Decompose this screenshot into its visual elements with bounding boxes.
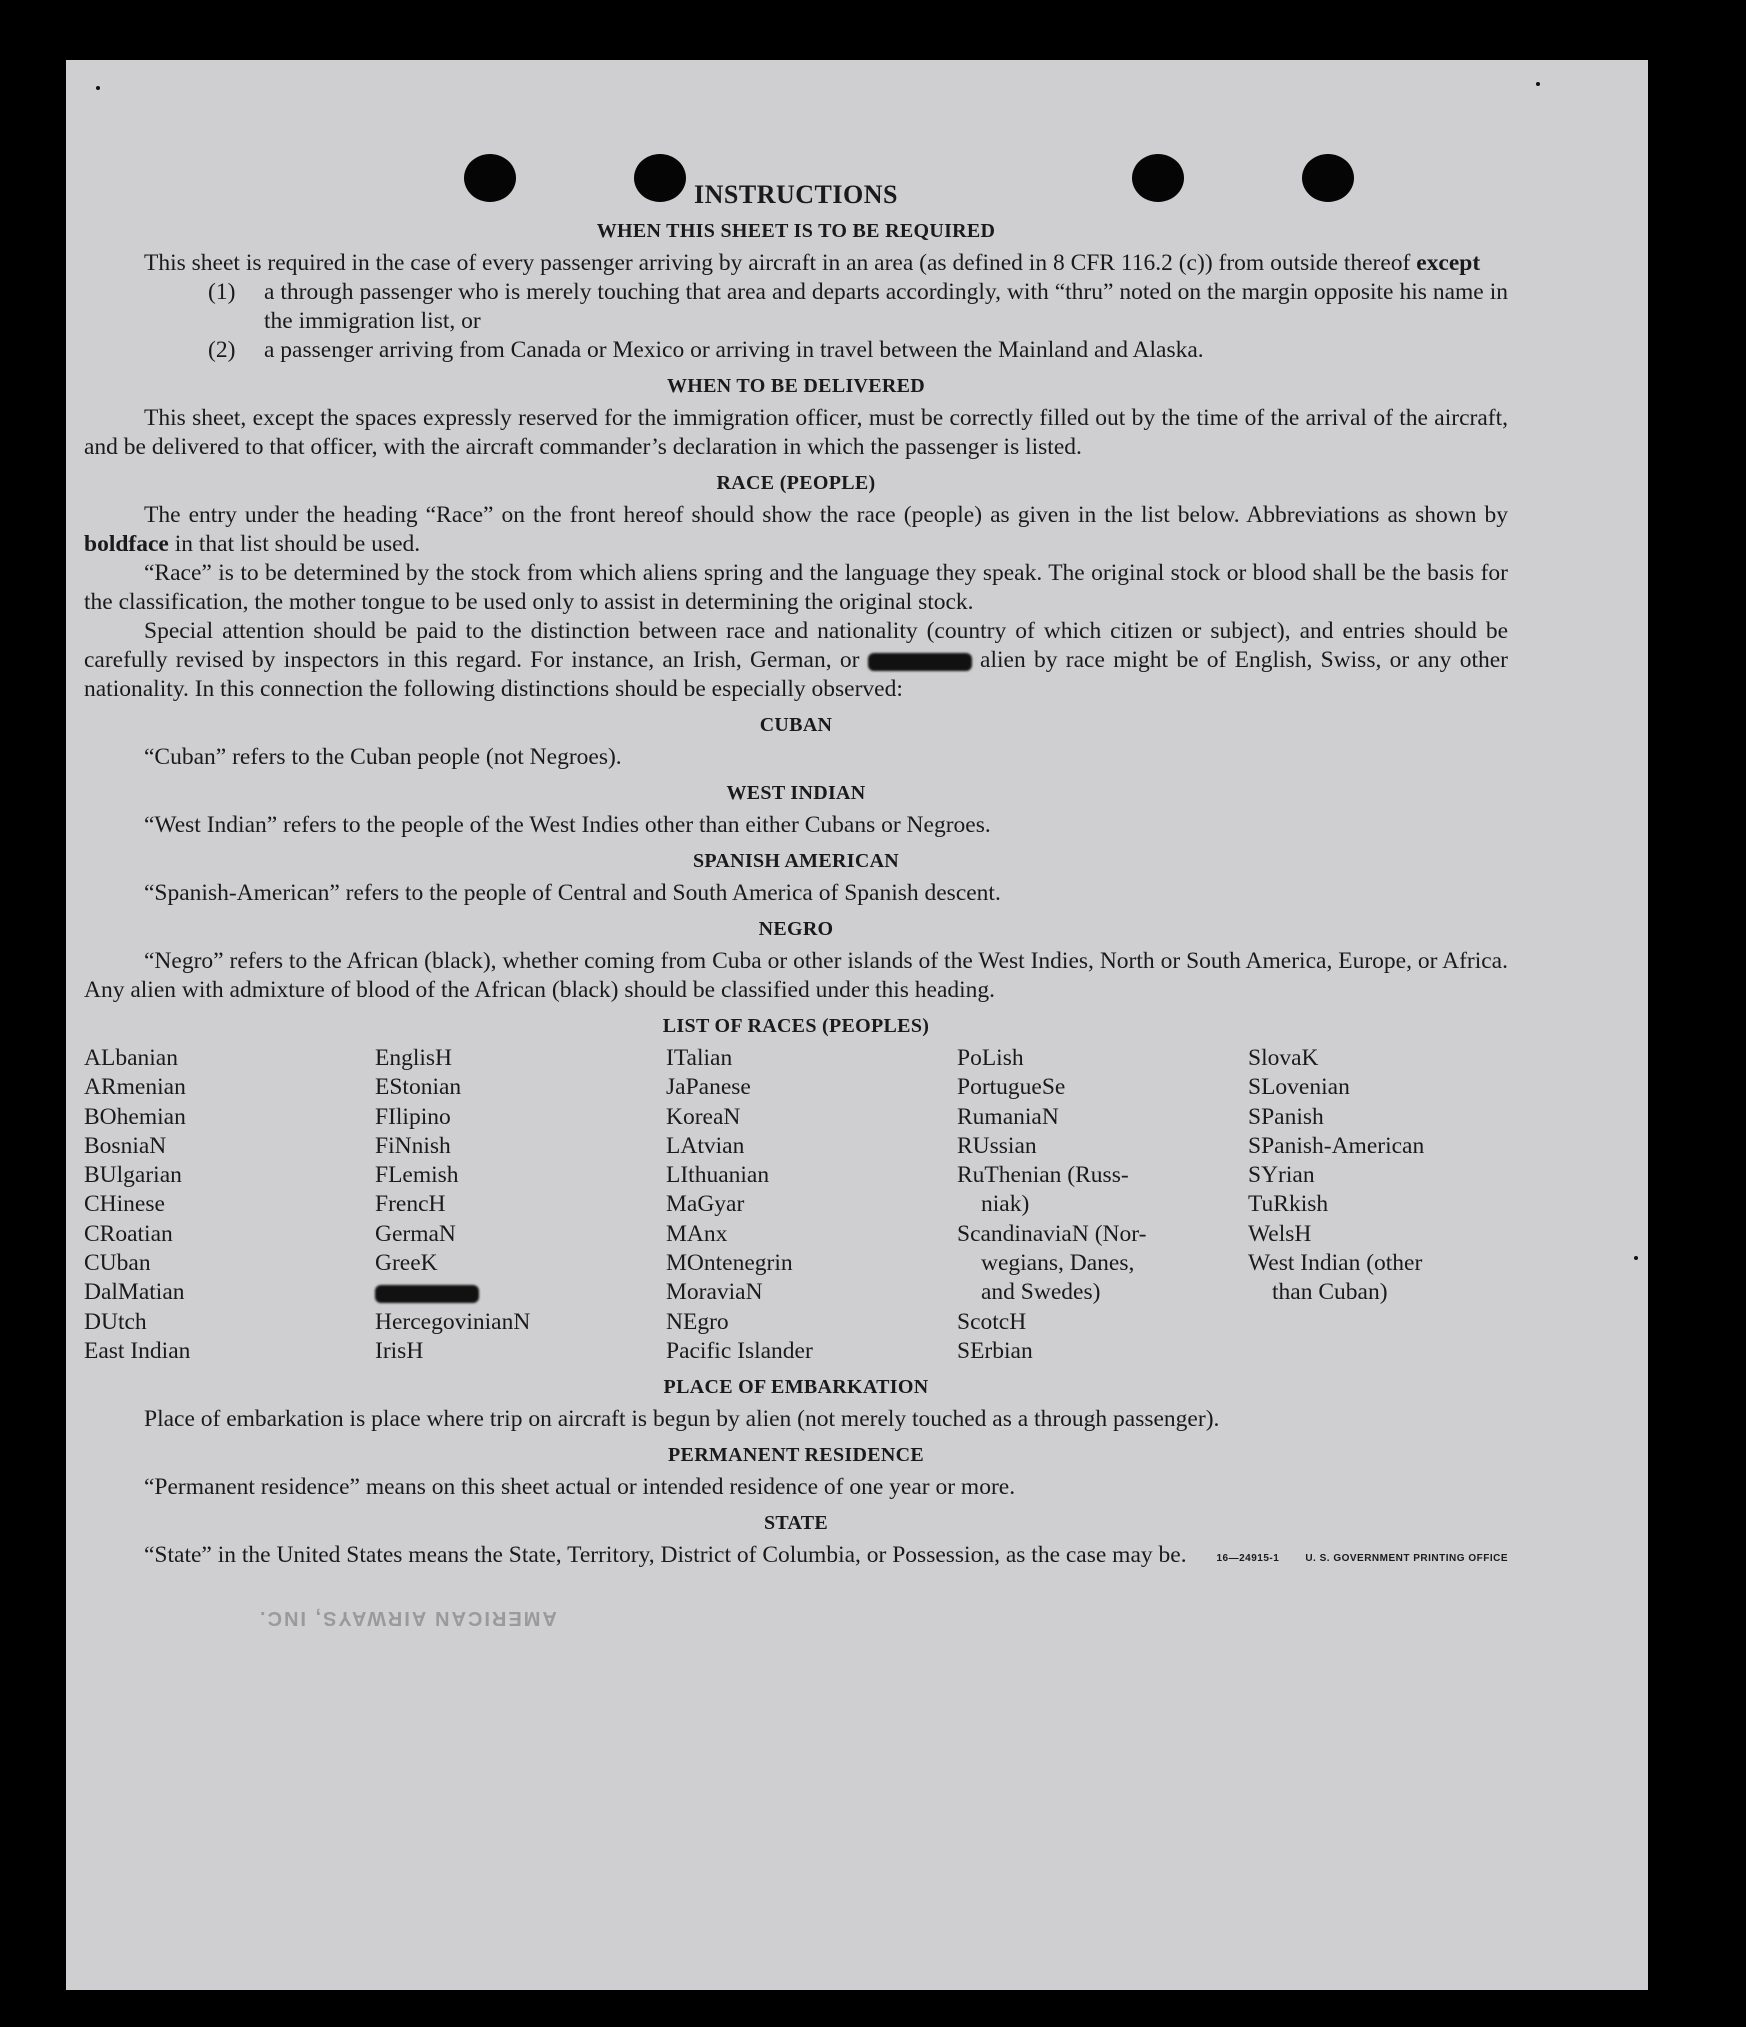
redaction-mark (375, 1285, 479, 1303)
race-text: The entry under the heading “Race” on the front hereof should show the race (people) as given in the list below. Abbreviations as shown by (144, 502, 1508, 528)
race-entry: SPanish (1248, 1103, 1324, 1130)
races-column (375, 1044, 666, 1366)
race-text: alien by race might be of English, Swiss, or any other nationality. In this connection the following distinctions should be especially observed: (84, 647, 1508, 702)
race-entry: PortugueSe (957, 1074, 1066, 1101)
race-entry: EnglisH (375, 1045, 453, 1071)
section-heading-race: RACE (PEOPLE) (716, 472, 876, 494)
race-entry: RUssian (957, 1132, 1037, 1159)
when-required-intro (84, 249, 1508, 278)
race-entry: East Indian (84, 1337, 191, 1364)
cuban-text: “Cuban” refers to the Cuban people (not Negroes). (144, 744, 622, 770)
permanent-residence-text: “Permanent residence” means on this sheet actual or intended residence of one year or more. (144, 1474, 1016, 1501)
item-text: a through passenger who is merely touching that area and departs accordingly, with “thru” noted on the margin opposite his name in the immigration list, or (264, 279, 1508, 334)
race-entry: ScotcH (957, 1308, 1027, 1335)
race-entry: ITalian (666, 1045, 733, 1071)
race-entry: ScandinaviaN (Nor- (957, 1220, 1147, 1247)
race-entry-continued: wegians, Danes, (981, 1250, 1135, 1277)
race-entry-continued: than Cuban) (1272, 1279, 1388, 1306)
race-entry: DalMatian (84, 1279, 185, 1306)
race-entry: KoreaN (666, 1103, 741, 1130)
race-entry: DUtch (84, 1308, 147, 1335)
race-entry: CRoatian (84, 1220, 173, 1247)
instructions-content (84, 180, 1508, 1569)
section-heading-permanent-residence: PERMANENT RESIDENCE (668, 1444, 924, 1467)
footer-printer: U. S. GOVERNMENT PRINTING OFFICE (1305, 1553, 1508, 1565)
intro-text: This sheet is required in the case of every passenger arriving by aircraft in an area (as defined in 8 CFR 116.2 (c)) from outside thereof (144, 250, 1417, 276)
section-heading-negro: NEGRO (758, 918, 834, 940)
section-heading-state: STATE (763, 1512, 829, 1535)
race-entry: RuThenian (Russ- (957, 1162, 1129, 1189)
race-entry: GreeK (375, 1250, 438, 1277)
footer-code: 16—24915-1 (1216, 1553, 1280, 1565)
race-entry: West Indian (other (1248, 1250, 1423, 1277)
race-entry: BosniaN (84, 1132, 167, 1159)
race-entry: PoLish (957, 1045, 1024, 1071)
spanish-american-text: “Spanish-American” refers to the people of Central and South America of Spanish descent. (144, 880, 1001, 906)
race-entry-continued: niak) (981, 1191, 1030, 1218)
negro-text: “Negro” refers to the African (black), whether coming from Cuba or other islands of the West Indies, North or South America, Europe, or Africa. Any alien with admixture of blood of the African (black) should be classified under this heading. (84, 948, 1508, 1003)
item-text: a passenger arriving from Canada or Mexico or arriving in travel between the Mainland and Alaska. (264, 337, 1204, 363)
race-entry: SLovenian (1248, 1074, 1350, 1101)
race-bold: boldface (84, 531, 169, 557)
race-entry: SErbian (957, 1337, 1033, 1364)
race-entry-redacted (375, 1278, 666, 1307)
races-column (1248, 1044, 1508, 1366)
race-text: Special attention should be paid to the distinction between race and nationality (country of which citizen or subject), and entries should be carefully revised by inspectors in this regard. For instance, an Irish, German, or (84, 618, 1508, 673)
section-heading-cuban: CUBAN (759, 714, 833, 736)
section-heading-embarkation: PLACE OF EMBARKATION (663, 1376, 929, 1399)
race-entry: LAtvian (666, 1132, 745, 1159)
race-entry: Pacific Islander (666, 1337, 813, 1364)
race-entry: FrencH (375, 1191, 446, 1218)
speck (96, 86, 100, 90)
race-entry: FIlipino (375, 1103, 451, 1130)
faded-stamp: AMERICAN AIRWAYS, INC. (258, 1607, 557, 1629)
state-text: “State” in the United States means the State, Territory, District of Columbia, or Possession, as the case may be. (144, 1542, 1187, 1569)
item-number: (2) (208, 337, 236, 363)
race-entry: MAnx (666, 1220, 728, 1247)
west-indian-text: “West Indian” refers to the people of the West Indies other than either Cubans or Negroes. (144, 812, 991, 838)
page-title: INSTRUCTIONS (694, 180, 898, 209)
race-text: in that list should be used. (168, 531, 421, 557)
races-list (84, 1044, 1508, 1366)
race-entry: MaGyar (666, 1191, 745, 1218)
races-column (957, 1044, 1248, 1366)
race-entry: LIthuanian (666, 1162, 770, 1189)
race-entry: SlovaK (1248, 1045, 1319, 1071)
race-entry: ARmenian (84, 1074, 186, 1101)
race-entry: MOntenegrin (666, 1250, 793, 1277)
list-of-races-heading: LIST OF RACES (PEOPLES) (662, 1015, 930, 1037)
race-entry: WelsH (1248, 1220, 1312, 1247)
race-paragraph (84, 617, 1508, 704)
race-entry: GermaN (375, 1220, 456, 1247)
section-heading-spanish-american: SPANISH AMERICAN (692, 850, 900, 872)
item-number: (1) (208, 279, 236, 305)
race-entry: FiNnish (375, 1132, 451, 1159)
race-entry: MoraviaN (666, 1279, 763, 1306)
race-entry: SYrian (1248, 1162, 1315, 1189)
race-entry: TuRkish (1248, 1191, 1329, 1218)
race-entry: NEgro (666, 1308, 729, 1335)
race-entry: CUban (84, 1250, 151, 1277)
race-entry: BOhemian (84, 1103, 186, 1130)
race-entry: RumaniaN (957, 1103, 1059, 1130)
race-entry: JaPanese (666, 1074, 751, 1101)
when-delivered-text: This sheet, except the spaces expressly reserved for the immigration officer, must be correctly filled out by the time of the arrival of the aircraft, and be delivered to that officer, with the aircraft commander’s declaration in which the passenger is listed. (84, 405, 1508, 460)
redaction-mark (868, 653, 972, 671)
race-entry: BUlgarian (84, 1162, 182, 1189)
race-entry: FLemish (375, 1162, 459, 1189)
embarkation-text: Place of embarkation is place where trip on aircraft is begun by alien (not merely touched as a through passenger). (144, 1406, 1220, 1433)
speck (1634, 1256, 1638, 1260)
exception-item (84, 336, 1508, 365)
speck (1536, 82, 1540, 86)
race-entry: CHinese (84, 1191, 165, 1218)
race-entry: HercegovinianN (375, 1308, 531, 1335)
section-heading-when-required: WHEN THIS SHEET IS TO BE REQUIRED (596, 220, 996, 242)
race-entry: EStonian (375, 1074, 462, 1101)
race-entry: ALbanian (84, 1045, 178, 1071)
race-paragraph: “Race” is to be determined by the stock from which aliens spring and the language they speak. The original stock or blood shall be the basis for the classification, the mother tongue to be used only to assist in determining the original stock. (84, 560, 1508, 615)
race-paragraph (84, 501, 1508, 559)
section-heading-when-delivered: WHEN TO BE DELIVERED (666, 375, 926, 397)
race-entry: IrisH (375, 1337, 424, 1364)
intro-bold: except (1416, 250, 1481, 276)
races-column (84, 1044, 375, 1366)
exception-item (84, 278, 1508, 336)
race-entry: SPanish-American (1248, 1132, 1425, 1159)
race-entry-continued: and Swedes) (981, 1279, 1101, 1306)
races-column (666, 1044, 957, 1366)
section-heading-west-indian: WEST INDIAN (726, 782, 866, 804)
